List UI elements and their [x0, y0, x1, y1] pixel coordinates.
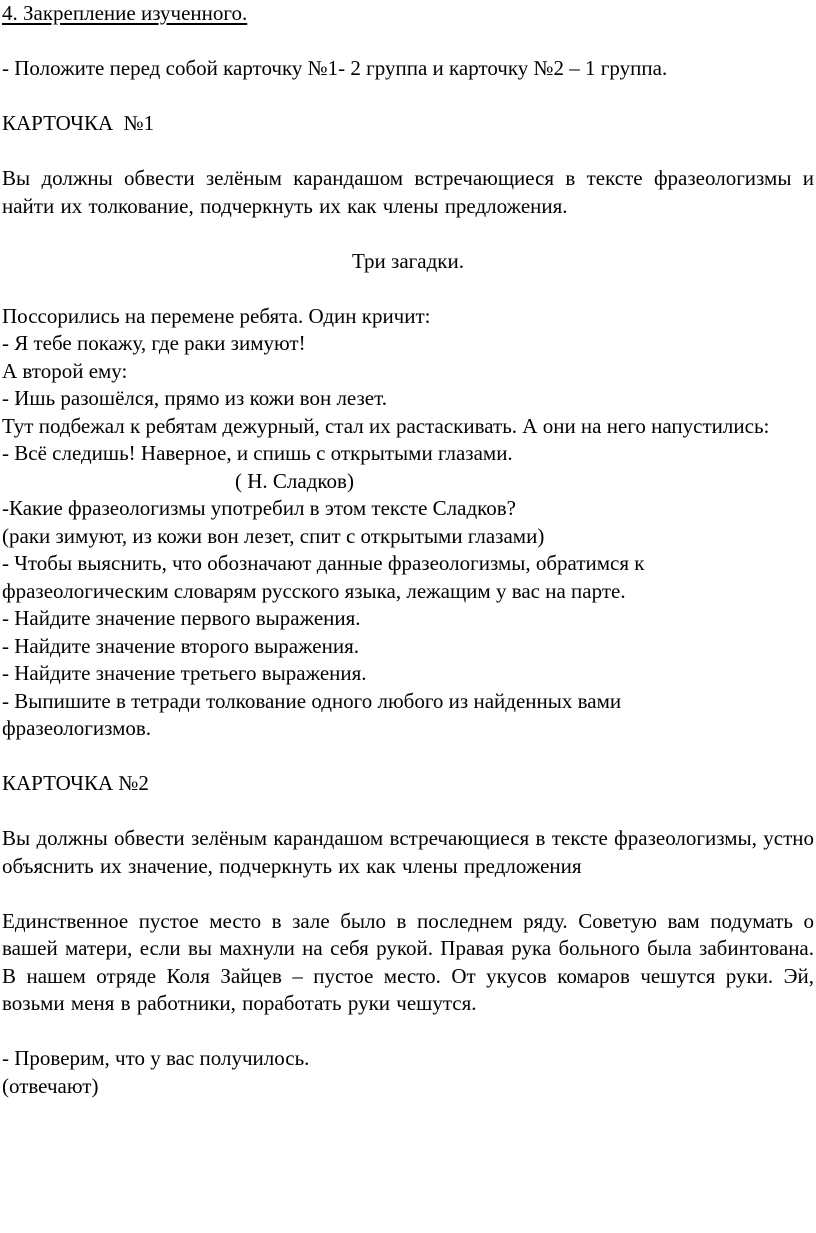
spacer — [2, 220, 814, 248]
spacer — [2, 138, 814, 166]
spacer — [2, 880, 814, 908]
question-line: -Какие фразеологизмы употребил в этом тексте Сладков? — [2, 496, 516, 520]
instruction-text: - Положите перед собой карточку №1- 2 группа и карточку №2 – 1 группа. — [2, 56, 668, 80]
question-line: - Найдите значение второго выражения. — [2, 633, 359, 658]
spacer — [2, 798, 814, 826]
story-line: - Всё следишь! Наверное, и спишь с открытыми глазами. — [2, 441, 513, 465]
spacer — [2, 275, 814, 303]
story-author: ( Н. Сладков) — [235, 468, 354, 493]
card2-text: Единственное пустое место в зале было в последнем ряду. Советую вам подумать о вашей матери, если вы махнули на себя рукой. Правая рука больного была забинтована. В нашем отряде Коля Зайцев – пустое место. От укусов комаров чешутся руки. Эй, возьми меня в работники, поработать руки чешутся. — [2, 908, 814, 1015]
card1-title: КАРТОЧКА №1 — [2, 111, 155, 135]
card2-task: Вы должны обвести зелёным карандашом встречающиеся в тексте фразеологизмы, устно объяснить их значение, подчеркнуть их как члены предложения — [2, 826, 814, 878]
spacer — [2, 743, 814, 771]
story-title: Три загадки. — [352, 248, 464, 273]
question-line: - Выпишите в тетради толкование одного любого из найденных вами фразеологизмов. — [2, 688, 622, 740]
question-line: - Найдите значение третьего выражения. — [2, 661, 367, 685]
story-line: - Ишь разошёлся, прямо из кожи вон лезет. — [2, 386, 387, 410]
story-line: - Я тебе покажу, где раки зимуют! — [2, 331, 306, 355]
spacer — [2, 83, 814, 111]
story-line: Тут подбежал к ребятам дежурный, стал их растаскивать. А они на него напустились: — [2, 413, 770, 438]
story-line: Поссорились на перемене ребята. Один кричит: — [2, 303, 431, 328]
question-line: (раки зимуют, из кожи вон лезет, спит с открытыми глазами) — [2, 523, 545, 548]
card1-task: Вы должны обвести зелёным карандашом встречающиеся в тексте фразеологизмы и найти их толкование, подчеркнуть их как члены предложения. — [2, 166, 814, 218]
card2-title: КАРТОЧКА №2 — [2, 771, 149, 795]
closing-line: - Проверим, что у вас получилось. — [2, 1046, 310, 1070]
story-line: А второй ему: — [2, 358, 128, 383]
question-line: - Найдите значение первого выражения. — [2, 606, 361, 630]
spacer — [2, 1018, 814, 1046]
section-heading: 4. Закрепление изученного. — [2, 1, 248, 25]
closing-line: (отвечают) — [2, 1073, 99, 1098]
spacer — [2, 28, 814, 56]
question-line: - Чтобы выяснить, что обозначают данные фразеологизмы, обратимся к фразеологическим словарям русского языка, лежащим у вас на парте. — [2, 551, 645, 603]
